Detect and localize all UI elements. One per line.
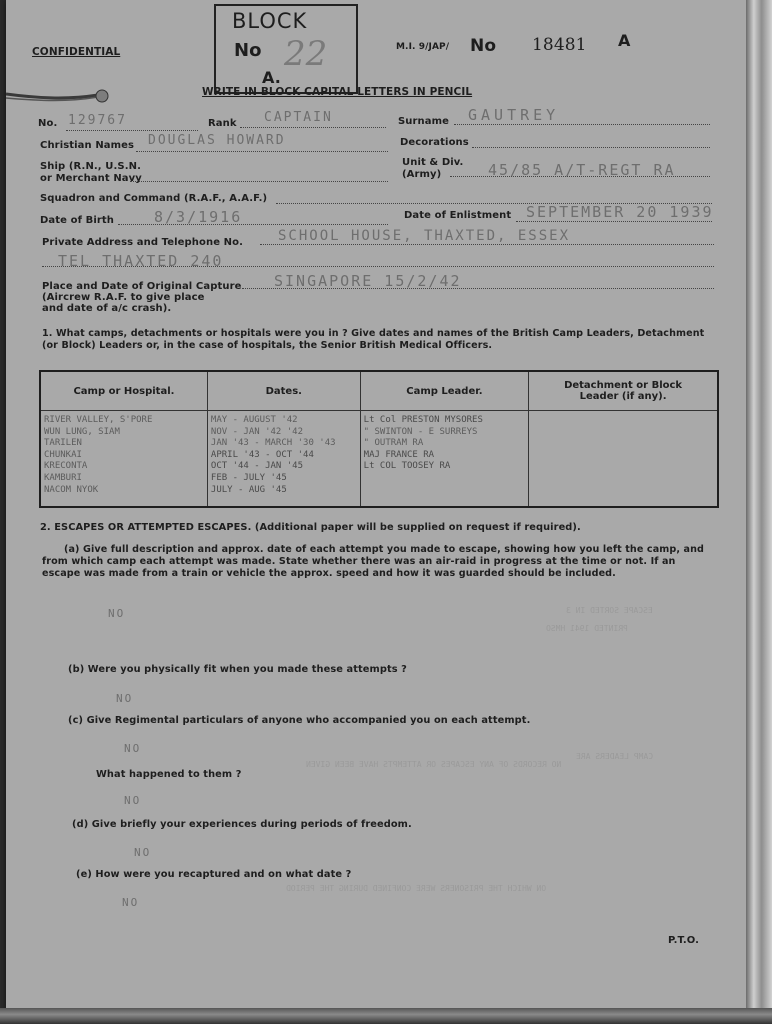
surname-label: Surname <box>398 116 450 127</box>
question-2a-answer: NO <box>108 607 126 620</box>
table-cell: JAN '43 - MARCH '30 '43 <box>210 438 336 449</box>
question-2e: (e) How were you recaptured and on what date ? <box>76 869 352 880</box>
question-2-heading: 2. ESCAPES OR ATTEMPTED ESCAPES. (Additional paper will be supplied on request if required). <box>40 522 581 533</box>
page-stack-edge <box>746 0 772 1024</box>
camps-table <box>39 370 719 508</box>
block-stamp <box>214 4 358 94</box>
header-leader: Camp Leader. <box>360 371 529 411</box>
question-2a-line-2: from which camp each attempt was made. State whether there was an air-raid in progress at the time or not. If an <box>42 556 676 567</box>
table-cell: TARILEN <box>44 438 82 449</box>
address-value-1: SCHOOL HOUSE, THAXTED, ESSEX <box>278 228 571 244</box>
decorations-label: Decorations <box>400 137 469 148</box>
table-cell: NOV - JAN '42 '42 <box>210 426 304 437</box>
dob-value: 8/3/1916 <box>154 208 243 226</box>
table-cell: WUN LUNG, SIAM <box>44 426 120 437</box>
table-cell: NACOM NYOK <box>44 484 99 495</box>
form-reference: M.I. 9/JAP/ <box>396 42 450 52</box>
rank-label: Rank <box>208 118 237 129</box>
page-bottom-edge <box>0 1008 772 1024</box>
stamp-block-text: BLOCK <box>232 9 308 33</box>
table-cell: OCT '44 - JAN '45 <box>210 461 304 472</box>
ship-label-1: Ship (R.N., U.S.N. <box>40 161 141 172</box>
camp-column <box>40 411 207 508</box>
number-label: No <box>470 36 497 56</box>
header-dates: Dates. <box>207 371 360 411</box>
table-cell: KAMBURI <box>44 472 82 483</box>
table-cell: MAJ FRANCE RA <box>363 449 435 460</box>
document-page: CONFIDENTIAL BLOCK No A. 22 M.I. 9/JAP/ No 18481 A WRITE IN BLOCK CAPITAL LETTERS IN PENCIL No. 129767 Rank CAPTAIN Surname GAUTREY Christian Names DOUGLAS HOWARD Decorations Ship (R.N., U.S.N. or Merchant Navy Unit & Div. (Army) 45/85 A/T-REGT RA Squadron and Command (R.A.F., A.A.F.) Date of Birth 8/3/1916 Date of Enlistment SEPTEMBER 20 1939 Private Address and Telephone No. SCHOOL HOUSE, THAXTED, ESSEX TEL THAXTED 240 Place and Date of Original Capture (Aircrew R.A.F. to give place and date of a/c crash). SINGAPORE 15/2/42 1. What camps, detachments or hospitals were you in ? Give dates and names of the British Camp Leaders, Detachment (or Block) Leaders or, in the case of hospitals, the Senior British Medical Officers. Camp or Hospital. Dates. Camp Leader. Detachment or Block Leader (if any). RIVER VALLEY, S'PORE WUN LUNG, SIAM TARILEN CHUNKAI KRECONTA KAMBURI NACOM NYOK MAY - AUGUST '42 NOV - JAN '42 '42 JAN '43 - MARCH '30 '43 APRIL '43 - OCT '44 OCT '44 - JAN '45 FEB - JULY '45 JULY - AUG '45 Lt Col PRESTON MYSORES " SWINTON - E SURREYS " OUTRAM RA MAJ FRANCE RA Lt COL TOOSEY RA 2. ESCAPES OR ATTEMPTED ESCAPES. (Additional paper will be supplied on request if required). (a) Give full description and approx. date of each attempt you made to escape, showing how you left the camp, and from which camp each attempt was made. State whether there was an air-raid in progress at the time or not. If an escape was made from a train or vehicle the approx. speed and how it was guarded should be included. NO ESCAPE SORTED IN 3 PRINTED 1941 HMSO CAMP LEADERS ARE NO RECORDS OF ANY ESCAPES OR ATTEMPTS HAVE BEEN GIVEN ON WHICH THE PRISONERS WERE CONFINED DURING THE PERIOD (b) Were you physically fit when you made these attempts ? NO (c) Give Regimental particulars of anyone who accompanied you on each attempt. NO What happened to them ? NO (d) Give briefly your experiences during periods of freedom. NO (e) How were you recaptured and on what date ? NO P.T.O. <box>6 0 746 1012</box>
question-2d: (d) Give briefly your experiences during periods of freedom. <box>72 819 412 830</box>
stamp-handwritten-number: 22 <box>284 34 328 74</box>
address-label: Private Address and Telephone No. <box>42 237 244 248</box>
no-label: No. <box>38 118 58 129</box>
stamp-no-text: No <box>234 40 262 61</box>
pencil-instruction: WRITE IN BLOCK CAPITAL LETTERS IN PENCIL <box>202 86 473 98</box>
question-2b-answer: NO <box>116 692 134 705</box>
rank-value: CAPTAIN <box>264 110 333 125</box>
table-cell: RIVER VALLEY, S'PORE <box>44 415 153 425</box>
christian-names-value: DOUGLAS HOWARD <box>148 133 286 148</box>
question-2e-answer: NO <box>122 896 140 909</box>
pto-label: P.T.O. <box>668 935 700 946</box>
table-cell: FEB - JULY '45 <box>210 472 287 483</box>
table-cell: KRECONTA <box>44 461 88 472</box>
table-cell: Lt Col PRESTON MYSORES <box>363 415 483 425</box>
leader-column <box>360 411 529 508</box>
capture-label-1: Place and Date of Original Capture <box>42 281 242 292</box>
capture-label-3: and date of a/c crash). <box>42 303 172 314</box>
table-cell: " SWINTON - E SURREYS <box>363 426 478 437</box>
serial-suffix: A <box>618 31 631 50</box>
enlistment-value: SEPTEMBER 20 1939 <box>526 203 714 221</box>
address-value-2: TEL THAXTED 240 <box>58 252 224 270</box>
header-camp: Camp or Hospital. <box>40 371 207 411</box>
question-2c-answer: NO <box>124 742 142 755</box>
question-2d-answer: NO <box>134 846 152 859</box>
question-2c: (c) Give Regimental particulars of anyone who accompanied you on each attempt. <box>68 715 531 726</box>
table-cell: " OUTRAM RA <box>363 438 424 449</box>
capture-value: SINGAPORE 15/2/42 <box>274 272 462 290</box>
question-1-line-1: 1. What camps, detachments or hospitals were you in ? Give dates and names of the British Camp Leaders, Detachment <box>42 328 705 339</box>
table-cell: JULY - AUG '45 <box>210 484 287 495</box>
enlistment-label: Date of Enlistment <box>404 210 512 221</box>
capture-label-2: (Aircrew R.A.F. to give place <box>42 292 205 303</box>
table-cell: Lt COL TOOSEY RA <box>363 461 451 472</box>
string-tag-icon <box>6 86 116 106</box>
stamp-letter-text: A. <box>262 68 281 87</box>
unit-label-1: Unit & Div. <box>402 157 464 168</box>
detachment-column <box>529 411 718 508</box>
question-2c-followup: What happened to them ? <box>96 769 242 780</box>
question-2c-followup-answer: NO <box>124 794 142 807</box>
confidential-label: CONFIDENTIAL <box>32 46 121 58</box>
no-value: 129767 <box>68 113 127 128</box>
squadron-label: Squadron and Command (R.A.F., A.A.F.) <box>40 193 268 204</box>
serial-number: 18481 <box>532 35 587 55</box>
dob-label: Date of Birth <box>40 215 114 226</box>
question-1-line-2: (or Block) Leaders or, in the case of hospitals, the Senior British Medical Officers. <box>42 340 493 351</box>
dates-column <box>207 411 360 508</box>
table-cell: APRIL '43 - OCT '44 <box>210 449 314 460</box>
surname-value: GAUTREY <box>468 106 560 124</box>
question-2b: (b) Were you physically fit when you made these attempts ? <box>68 664 407 675</box>
table-cell: CHUNKAI <box>44 449 82 460</box>
ship-label-2: or Merchant Navy <box>40 173 142 184</box>
question-2a-line-3: escape was made from a train or vehicle the approx. speed and how it was guarded should be included. <box>42 568 616 579</box>
unit-value: 45/85 A/T-REGT RA <box>488 161 676 179</box>
christian-names-label: Christian Names <box>40 140 135 151</box>
unit-label-2: (Army) <box>402 169 442 180</box>
table-cell: MAY - AUGUST '42 <box>210 415 298 425</box>
header-detachment: Detachment or Block Leader (if any). <box>529 371 718 411</box>
question-2a-line-1: (a) Give full description and approx. date of each attempt you made to escape, showing how you left the camp, and <box>64 544 704 555</box>
